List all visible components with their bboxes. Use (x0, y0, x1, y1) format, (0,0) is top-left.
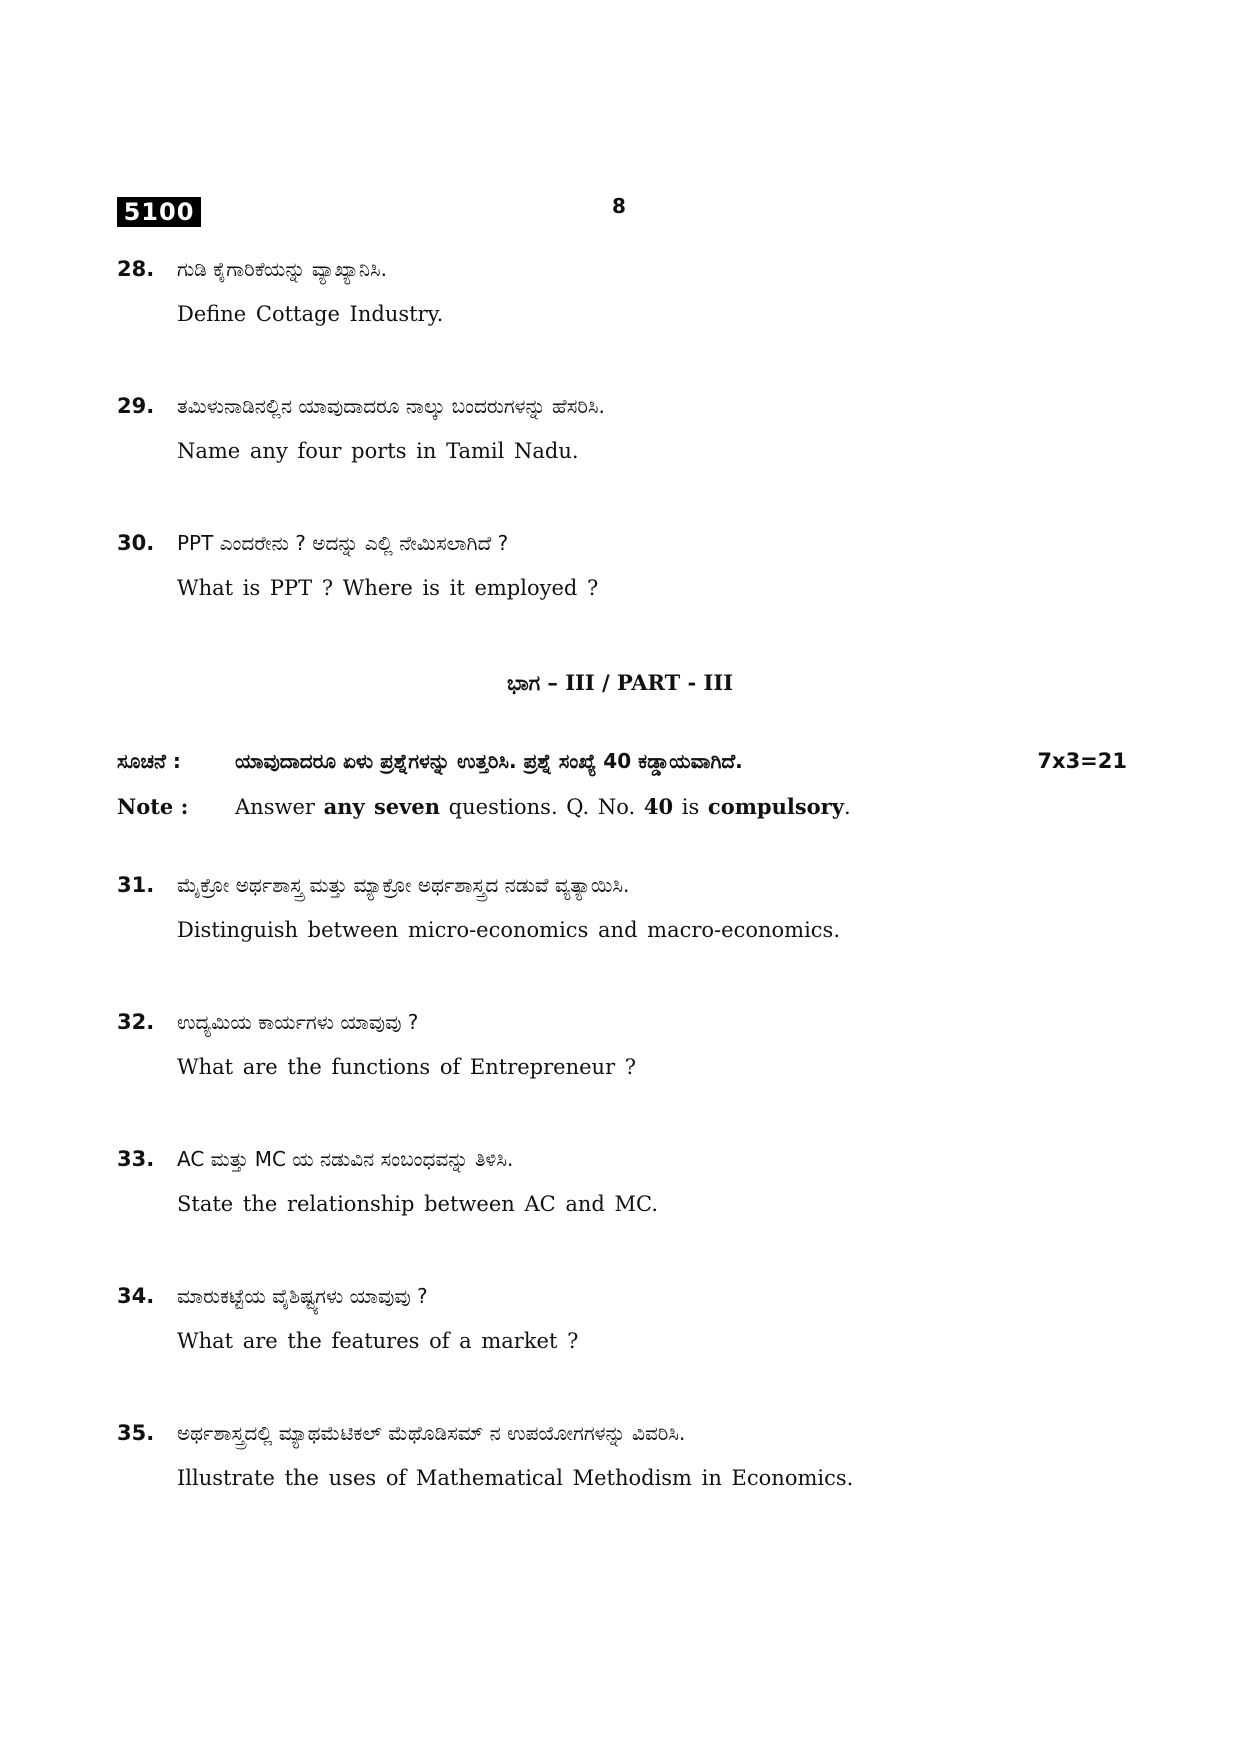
question-text-english: Name any four ports in Tamil Nadu. (177, 439, 579, 463)
question-text-english: What are the features of a market ? (177, 1329, 579, 1353)
question-text-kannada: ಉದ್ಯಮಿಯ ಕಾರ್ಯಗಳು ಯಾವುವು ? (177, 1010, 419, 1034)
question-number: 28. (117, 257, 155, 281)
question-text-english: What is PPT ? Where is it employed ? (177, 576, 599, 600)
question-text-kannada: AC ಮತ್ತು MC ಯ ನಡುವಿನ ಸಂಬಂಧವನ್ನು ತಿಳಿಸಿ. (177, 1147, 514, 1171)
question-number: 33. (117, 1147, 155, 1171)
paper-code-badge: 5100 (117, 197, 201, 227)
note-emphasis-any-seven: any seven (323, 794, 440, 819)
question-number: 34. (117, 1284, 155, 1308)
question-text-english: Illustrate the uses of Mathematical Methodism in Economics. (177, 1466, 854, 1490)
page-number: 8 (612, 194, 626, 218)
question-text-kannada: PPT ಎಂದರೇನು ? ಅದನ್ನು ಎಲ್ಲಿ ನೇಮಿಸಲಾಗಿದೆ ? (177, 531, 509, 555)
note-kannada (117, 746, 1127, 776)
part-heading: ಭಾಗ – III / PART - III (506, 670, 734, 695)
question-number: 29. (117, 394, 155, 418)
question-text-kannada: ಗುಡಿ ಕೈಗಾರಿಕೆಯನ್ನು ವ್ಯಾಖ್ಯಾನಿಸಿ. (177, 257, 387, 281)
marks-allocation: 7x3=21 (1037, 749, 1127, 773)
note-label-kannada: ಸೂಚನೆ : (117, 749, 181, 773)
note-text-part: is (673, 795, 708, 819)
question-text-english: Define Cottage Industry. (177, 302, 444, 326)
note-text-kannada: ಯಾವುದಾದರೂ ಏಳು ಪ್ರಶ್ನೆಗಳನ್ನು ಉತ್ತರಿಸಿ. ಪ್ರಶ್ನೆ ಸಂಖ್ಯೆ 40 ಕಡ್ಡಾಯವಾಗಿದೆ. (235, 749, 743, 773)
note-emphasis-question-number: 40 (643, 794, 674, 819)
question-number: 30. (117, 531, 155, 555)
question-number: 31. (117, 873, 155, 897)
note-text-part: Answer (235, 795, 324, 819)
question-text-kannada: ಮಾರುಕಟ್ಟೆಯ ವೈಶಿಷ್ಟ್ಯಗಳು ಯಾವುವು ? (177, 1284, 428, 1308)
question-text-kannada: ಅರ್ಥಶಾಸ್ತ್ರದಲ್ಲಿ ಮ್ಯಾಥಮೆಟಿಕಲ್ ಮೆಥೊಡಿಸಮ್ ನ ಉಪಯೋಗಗಳನ್ನು ವಿವರಿಸಿ. (177, 1421, 686, 1445)
question-text-english: Distinguish between micro-economics and macro-economics. (177, 918, 840, 942)
note-text-part: questions. Q. No. (440, 795, 644, 819)
note-text-english (235, 792, 851, 822)
question-number: 35. (117, 1421, 155, 1445)
note-label-english: Note : (117, 794, 189, 819)
question-text-kannada: ತಮಿಳುನಾಡಿನಲ್ಲಿನ ಯಾವುದಾದರೂ ನಾಲ್ಕು ಬಂದರುಗಳನ್ನು ಹೆಸರಿಸಿ. (177, 394, 605, 418)
question-text-english: What are the functions of Entrepreneur ? (177, 1055, 637, 1079)
note-english (117, 792, 1127, 822)
question-text-english: State the relationship between AC and MC. (177, 1192, 659, 1216)
note-text-part: . (843, 795, 851, 819)
question-text-kannada: ಮೈಕ್ರೋ ಅರ್ಥಶಾಸ್ತ್ರ ಮತ್ತು ಮ್ಯಾಕ್ರೋ ಅರ್ಥಶಾಸ್ತ್ರದ ನಡುವೆ ವ್ಯತ್ಯಾಯಿಸಿ. (177, 873, 630, 897)
note-emphasis-compulsory: compulsory (707, 794, 844, 819)
question-number: 32. (117, 1010, 155, 1034)
